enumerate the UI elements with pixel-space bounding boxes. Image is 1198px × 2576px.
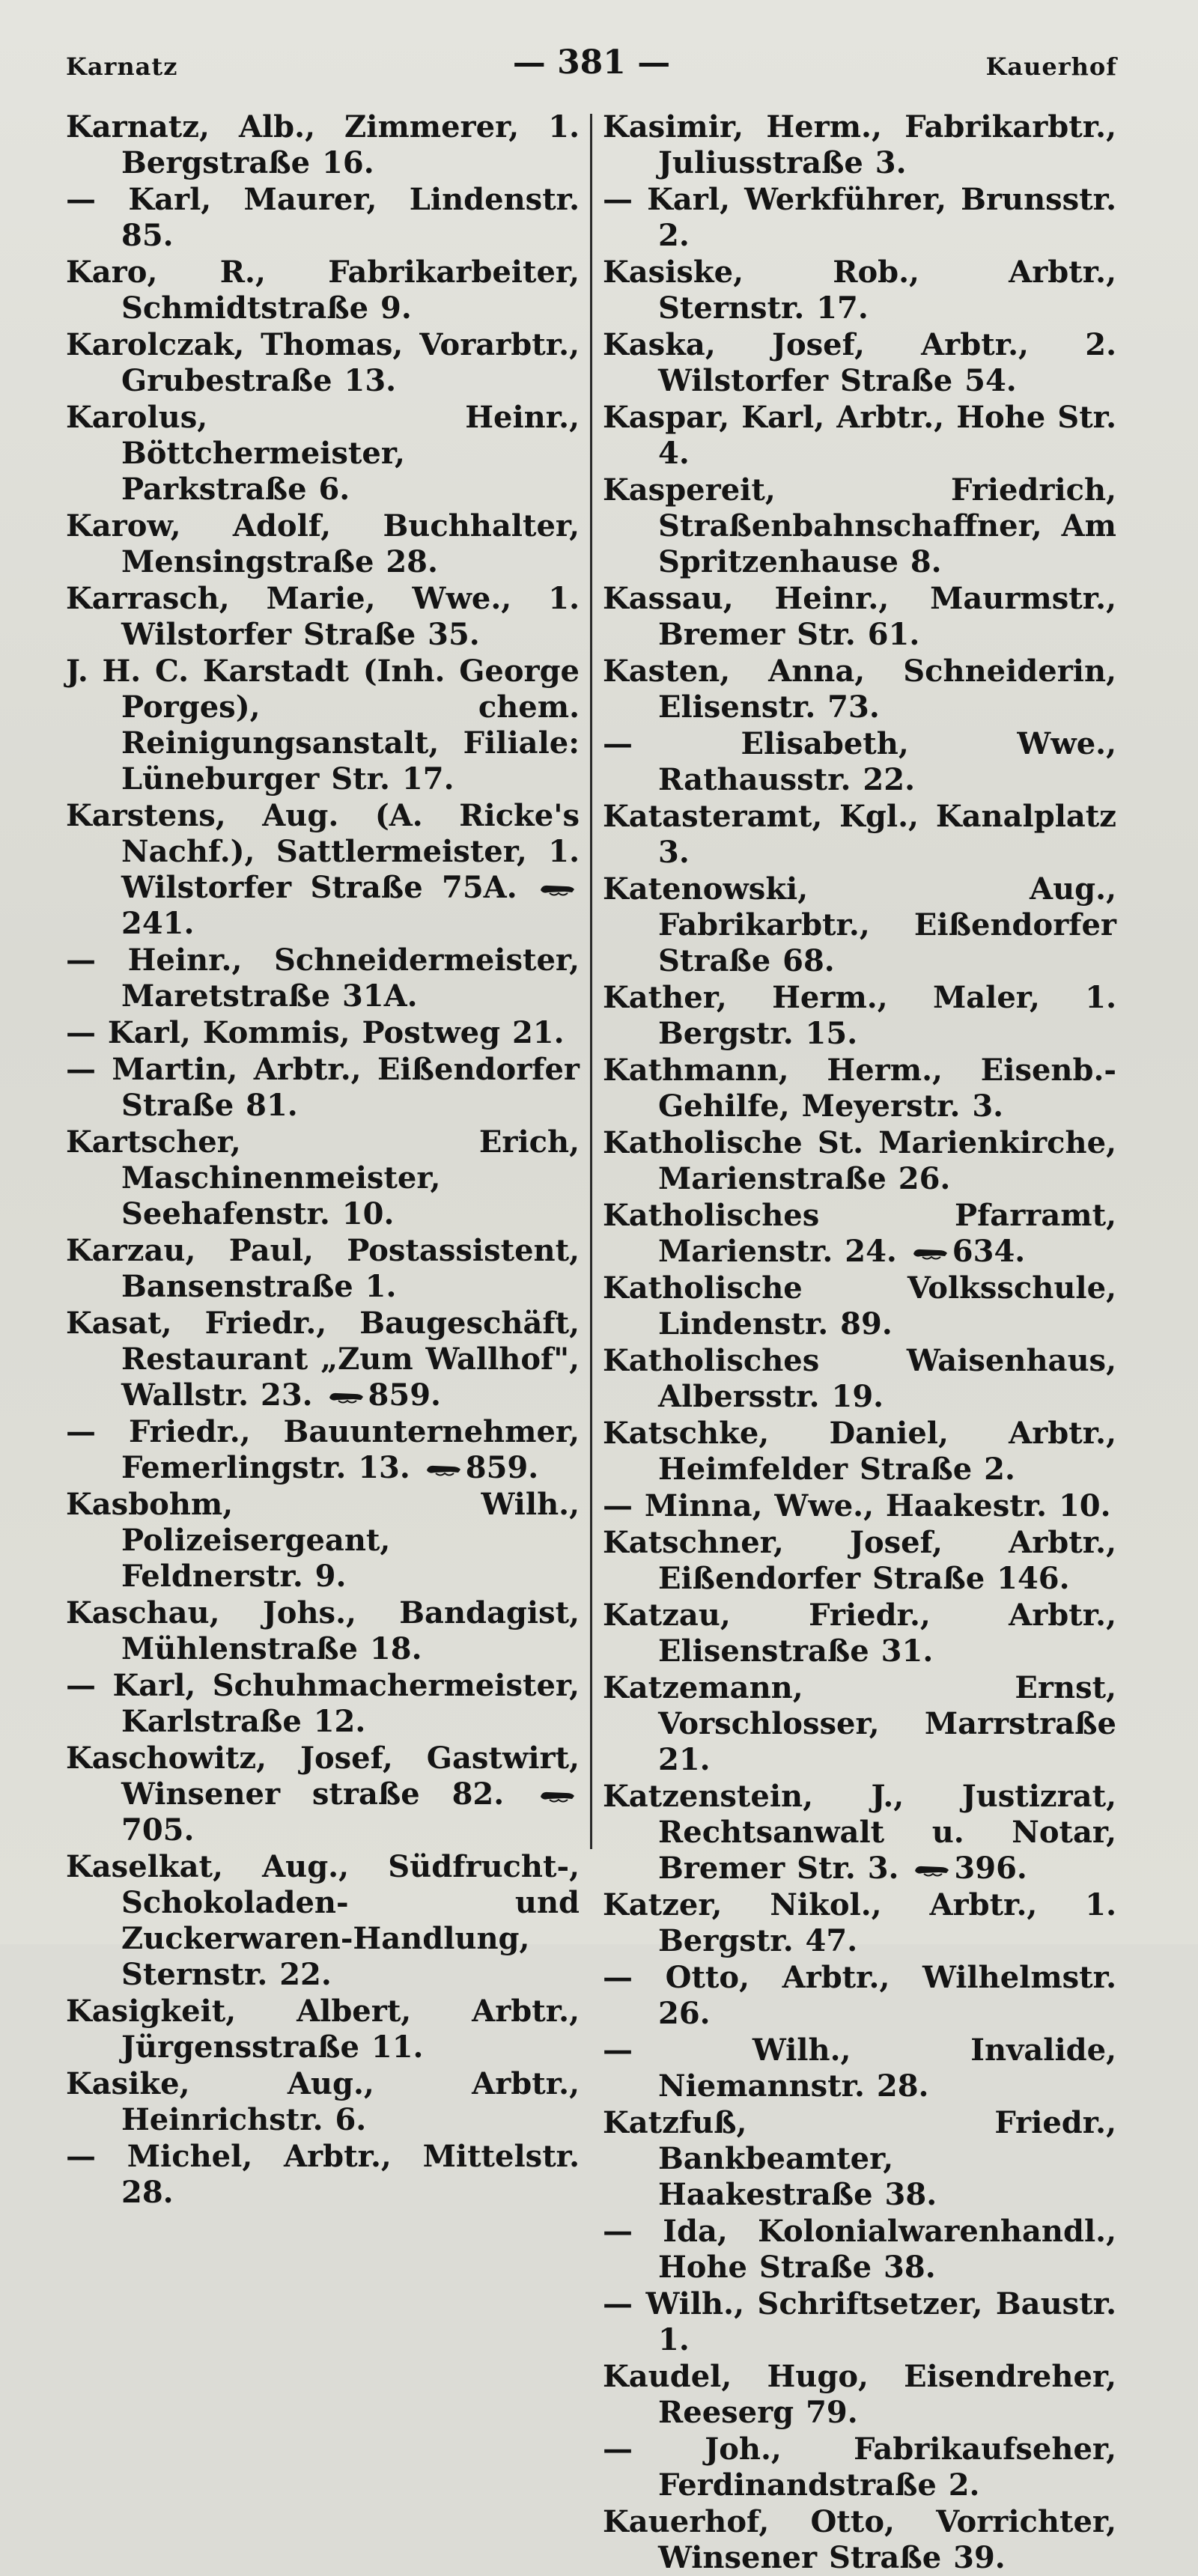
entry-text: Katasteramt, Kgl., Kanalplatz 3. — [603, 799, 1116, 870]
directory-entry — [603, 2504, 1116, 2576]
directory-entry — [66, 182, 580, 254]
entry-text: — Friedr., Bauunternehmer, Femerlingstr. 13. — [66, 1414, 580, 1485]
entry-text: Karrasch, Marie, Wwe., 1. Wilstorfer Straße 35. — [66, 581, 580, 652]
entry-text: Katholisches Waisenhaus, Albersstr. 19. — [603, 1343, 1116, 1414]
directory-entry — [66, 508, 580, 580]
directory-entry — [603, 1488, 1116, 1524]
directory-entry — [66, 943, 580, 1014]
directory-columns — [66, 109, 1118, 2575]
directory-entry — [66, 1668, 580, 1740]
telephone-icon — [539, 883, 577, 897]
directory-entry — [603, 182, 1116, 254]
entry-text: — Wilh., Schriftsetzer, Baustr. 1. — [603, 2286, 1116, 2357]
directory-entry — [603, 1960, 1116, 2032]
entry-text: Kaspar, Karl, Arbtr., Hohe Str. 4. — [603, 400, 1116, 471]
directory-entry — [66, 1306, 580, 1413]
directory-entry — [603, 327, 1116, 399]
entry-text: Kaschowitz, Josef, Gastwirt, Winsener straße 82. — [66, 1741, 580, 1812]
entry-text: Kartscher, Erich, Maschinenmeister, Seehafenstr. 10. — [66, 1124, 580, 1231]
directory-entry — [603, 799, 1116, 871]
directory-entry — [603, 2214, 1116, 2286]
directory-entry — [603, 1343, 1116, 1415]
directory-entry — [66, 109, 580, 181]
directory-entry — [603, 871, 1116, 979]
entry-text: J. H. C. Karstadt (Inh. George Porges), chem. Reinigungsanstalt, Filiale: Lüneburger Str. 17. — [66, 654, 580, 797]
entry-text: — Martin, Arbtr., Eißendorfer Straße 81. — [66, 1052, 580, 1123]
entry-text: Kaschau, Johs., Bandagist, Mühlenstraße 18. — [66, 1595, 580, 1666]
entry-text: Karzau, Paul, Postassistent, Bansenstraße 1. — [66, 1233, 580, 1304]
entry-text: Katholische St. Marienkirche, Marienstraße 26. — [603, 1125, 1116, 1196]
telephone-icon — [913, 1864, 951, 1878]
entry-text: — Karl, Maurer, Lindenstr. 85. — [66, 182, 580, 253]
phone-number: 396. — [954, 1851, 1027, 1886]
entry-text: Katzenstein, J., Justizrat, Rechtsanwalt u. Notar, Bremer Str. 3. — [603, 1779, 1116, 1886]
entry-text: — Michel, Arbtr., Mittelstr. 28. — [66, 2139, 580, 2210]
entry-text: Kasten, Anna, Schneiderin, Elisenstr. 73. — [603, 654, 1116, 725]
entry-text: Katschner, Josef, Arbtr., Eißendorfer Straße 146. — [603, 1525, 1116, 1596]
entry-text: — Karl, Schuhmachermeister, Karlstraße 12. — [66, 1668, 580, 1739]
header-right-keyword: Kauerhof — [985, 52, 1117, 81]
entry-text: — Joh., Fabrikaufseher, Ferdinandstraße 2. — [603, 2432, 1116, 2503]
directory-entry — [66, 400, 580, 508]
entry-text: Karolus, Heinr., Böttchermeister, Parkstraße 6. — [66, 400, 580, 507]
page-number: — 381 — — [512, 43, 671, 82]
directory-entry — [603, 1053, 1116, 1124]
directory-entry — [66, 1994, 580, 2065]
entry-text: Kasat, Friedr., Baugeschäft, Restaurant „Zum Wallhof", Wallstr. 23. — [66, 1306, 580, 1413]
directory-entry — [603, 726, 1116, 798]
directory-entry — [66, 1052, 580, 1124]
directory-entry — [603, 1598, 1116, 1669]
directory-entry — [66, 1233, 580, 1305]
directory-entry — [66, 654, 580, 797]
page-header — [66, 43, 1117, 88]
entry-text: Karow, Adolf, Buchhalter, Mensingstraße 28. — [66, 508, 580, 579]
directory-entry — [66, 1124, 580, 1232]
entry-text: Katzau, Friedr., Arbtr., Elisenstraße 31. — [603, 1598, 1116, 1669]
left-column — [66, 109, 590, 2210]
entry-text: Karnatz, Alb., Zimmerer, 1. Bergstraße 16. — [66, 109, 580, 180]
entry-text: Kasike, Aug., Arbtr., Heinrichstr. 6. — [66, 2066, 580, 2137]
directory-entry — [66, 1015, 580, 1051]
entry-text: Karolczak, Thomas, Vorarbtr., Grubestraße 13. — [66, 327, 580, 398]
entry-text: Katzemann, Ernst, Vorschlosser, Marrstraße 21. — [603, 1670, 1116, 1777]
directory-entry — [603, 1779, 1116, 1887]
entry-text: Kaselkat, Aug., Südfrucht-, Schokoladen- und Zuckerwaren-Handlung, Sternstr. 22. — [66, 1849, 580, 1992]
entry-text: Katzer, Nikol., Arbtr., 1. Bergstr. 47. — [603, 1887, 1116, 1958]
directory-entry — [603, 1198, 1116, 1270]
directory-entry — [66, 1741, 580, 1848]
entry-text: Katholische Volksschule, Lindenstr. 89. — [603, 1270, 1116, 1342]
entry-text: Katzfuß, Friedr., Bankbeamter, Haakestraße 38. — [603, 2105, 1116, 2212]
entry-text: — Otto, Arbtr., Wilhelmstr. 26. — [603, 1960, 1116, 2031]
directory-entry — [603, 2286, 1116, 2358]
directory-entry — [66, 1849, 580, 1993]
directory-entry — [603, 1416, 1116, 1488]
directory-entry — [66, 327, 580, 399]
telephone-icon — [912, 1247, 949, 1261]
phone-number: 634. — [952, 1234, 1026, 1269]
entry-text: Kaspereit, Friedrich, Straßenbahnschaffner, Am Spritzenhause 8. — [603, 472, 1116, 579]
entry-text: Kaska, Josef, Arbtr., 2. Wilstorfer Straße 54. — [603, 327, 1116, 398]
directory-entry — [603, 2105, 1116, 2213]
entry-text: Kauerhof, Otto, Vorrichter, Winsener Straße 39. — [603, 2504, 1116, 2575]
telephone-icon — [425, 1464, 463, 1477]
phone-number: 241. — [121, 906, 195, 941]
directory-entry — [603, 2359, 1116, 2431]
entry-text: Katholisches Pfarramt, Marienstr. 24. — [603, 1198, 1116, 1269]
directory-entry — [603, 1270, 1116, 1342]
entry-text: Kaudel, Hugo, Eisendreher, Reeserg 79. — [603, 2359, 1116, 2430]
entry-text: — Elisabeth, Wwe., Rathausstr. 22. — [603, 726, 1116, 797]
telephone-icon — [539, 1790, 577, 1803]
entry-text: Kasiske, Rob., Arbtr., Sternstr. 17. — [603, 255, 1116, 326]
directory-entry — [603, 255, 1116, 326]
entry-text: — Minna, Wwe., Haakestr. 10. — [603, 1488, 1111, 1523]
right-column — [592, 109, 1116, 2575]
telephone-icon — [328, 1391, 365, 1404]
entry-text: — Heinr., Schneidermeister, Maretstraße 31A. — [66, 943, 580, 1014]
entry-text: Karstens, Aug. (A. Ricke's Nachf.), Sattlermeister, 1. Wilstorfer Straße 75A. — [66, 798, 580, 905]
directory-entry — [66, 1487, 580, 1595]
directory-entry — [66, 581, 580, 653]
directory-entry — [603, 2432, 1116, 2503]
entry-text: — Wilh., Invalide, Niemannstr. 28. — [603, 2033, 1116, 2104]
directory-entry — [66, 2066, 580, 2138]
directory-entry — [66, 255, 580, 326]
phone-number: 705. — [121, 1812, 195, 1848]
directory-entry — [66, 798, 580, 942]
directory-entry — [603, 980, 1116, 1052]
directory-entry — [603, 654, 1116, 725]
directory-entry — [603, 1125, 1116, 1197]
entry-text: — Karl, Werkführer, Brunsstr. 2. — [603, 182, 1116, 253]
phone-number: 859. — [368, 1377, 441, 1413]
directory-entry — [603, 1670, 1116, 1778]
directory-entry — [603, 581, 1116, 653]
phone-number: 859. — [465, 1450, 539, 1485]
entry-text: Katschke, Daniel, Arbtr., Heimfelder Straße 2. — [603, 1416, 1116, 1487]
entry-text: Kasigkeit, Albert, Arbtr., Jürgensstraße 11. — [66, 1994, 580, 2065]
entry-text: Kasimir, Herm., Fabrikarbtr., Juliusstraße 3. — [603, 109, 1116, 180]
header-left-keyword: Karnatz — [66, 52, 178, 81]
directory-entry — [66, 1414, 580, 1486]
directory-entry — [603, 1525, 1116, 1597]
entry-text: — Karl, Kommis, Postweg 21. — [66, 1015, 565, 1050]
directory-entry — [603, 109, 1116, 181]
directory-entry — [603, 1887, 1116, 1959]
entry-text: Kather, Herm., Maler, 1. Bergstr. 15. — [603, 980, 1116, 1051]
directory-entry — [603, 472, 1116, 580]
entry-text: Kasbohm, Wilh., Polizeisergeant, Feldnerstr. 9. — [66, 1487, 580, 1594]
directory-entry — [603, 2033, 1116, 2104]
entry-text: Karo, R., Fabrikarbeiter, Schmidtstraße 9. — [66, 255, 580, 326]
entry-text: Kathmann, Herm., Eisenb.-Gehilfe, Meyerstr. 3. — [603, 1053, 1116, 1124]
directory-entry — [66, 1595, 580, 1667]
directory-entry — [603, 400, 1116, 472]
directory-entry — [66, 2139, 580, 2211]
entry-text: Kassau, Heinr., Maurmstr., Bremer Str. 61. — [603, 581, 1116, 652]
entry-text: Katenowski, Aug., Fabrikarbtr., Eißendorfer Straße 68. — [603, 871, 1116, 978]
entry-text: — Ida, Kolonialwarenhandl., Hohe Straße 38. — [603, 2214, 1116, 2285]
